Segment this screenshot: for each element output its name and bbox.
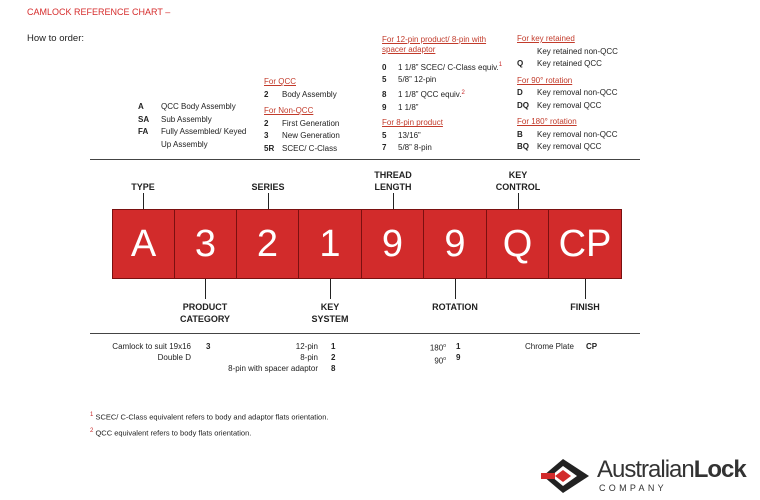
table-category-label: Camlock to suit 19x16 Double D	[112, 342, 191, 362]
series-non-qcc-header: For Non-QCC	[264, 106, 314, 115]
label-key-system: KEY SYSTEM	[311, 302, 349, 324]
code-box-category: 3	[174, 209, 237, 279]
code-box-finish: CP	[548, 209, 622, 279]
table-finish-label: Chrome Plate	[525, 342, 574, 351]
table-key-system-values	[331, 341, 335, 374]
logo-arrow-icon	[541, 457, 591, 495]
label-rotation: ROTATION	[432, 302, 478, 312]
connector-key-control	[518, 193, 519, 209]
key-options	[517, 33, 618, 154]
thread-option: 5 5/8” 12-pin	[382, 75, 437, 85]
thread-12pin-header: For 12-pin product/ 8-pin with spacer adaptor	[382, 35, 487, 54]
table-key-system-value: 2	[331, 353, 336, 362]
label-key-control: KEY CONTROL	[495, 170, 541, 192]
table-rotation-label: 180$^o$	[429, 343, 446, 353]
logo-wordmark: AustralianLock	[597, 456, 746, 483]
series-option: 3 New Generation	[264, 131, 340, 140]
thread-option: 8 1 1/8” QCC equiv.$^2$	[382, 89, 465, 100]
key-option: Q Key retained QCC	[517, 59, 602, 68]
type-option: A QCC Body Assembly	[138, 102, 236, 111]
code-box-key-system: 1	[298, 209, 362, 279]
table-category-value: 3	[206, 342, 211, 351]
top-divider	[90, 159, 640, 160]
footnote-1: $^1$ SCEC/ C-Class equivalent refers to body and adaptor flats orientation.	[90, 412, 329, 422]
table-key-system-value: 1	[331, 342, 336, 351]
key-option: D Key removal non-QCC	[517, 88, 618, 97]
label-product-category: PRODUCT CATEGORY	[179, 302, 230, 324]
table-rotation-value: 9	[456, 353, 461, 362]
code-box-rotation: 9	[423, 209, 487, 279]
key-option: DQ Key removal QCC	[517, 100, 602, 110]
table-key-system-label: 12-pin	[295, 342, 318, 351]
page-title: CAMLOCK REFERENCE CHART –	[27, 7, 171, 17]
type-option: FA Fully Assembled/ Keyed	[138, 127, 247, 136]
code-box-series: 2	[236, 209, 299, 279]
thread-option: 9 1 1/8”	[382, 102, 419, 112]
key-option: B Key removal non-QCC	[517, 129, 618, 139]
footnote-2: $^2$ QCC equivalent refers to body flats orientation.	[90, 428, 252, 438]
code-box-key-control: Q	[486, 209, 549, 279]
thread-8pin-header: For 8-pin product	[382, 118, 443, 128]
table-key-system-label: 8-pin	[300, 353, 318, 362]
thread-option: 0 1 1/8” SCEC/ C-Class equiv.$^1$	[382, 62, 503, 72]
thread-options	[382, 35, 502, 155]
thread-option: 5 13/16”	[382, 130, 421, 140]
series-options	[264, 76, 340, 155]
connector-rotation	[455, 279, 456, 299]
table-rotation-value: 1	[456, 342, 461, 351]
label-type: TYPE	[131, 182, 155, 192]
connector-key-system	[330, 279, 331, 299]
label-series: SERIES	[251, 182, 285, 192]
series-option: 2 First Generation	[264, 118, 340, 128]
connector-finish	[585, 279, 586, 299]
label-finish: FINISH	[570, 302, 600, 312]
connector-thread	[393, 193, 394, 209]
table-rotation-labels	[420, 341, 446, 366]
series-qcc-header: For QCC	[264, 77, 296, 86]
logo-tagline: COMPANY	[599, 483, 667, 493]
key-retained-header: For key retained	[517, 34, 575, 43]
code-box-thread: 9	[361, 209, 424, 279]
company-logo	[541, 457, 756, 497]
key-option: BQ Key removal QCC	[517, 142, 602, 151]
series-option: 2 Body Assembly	[264, 89, 337, 99]
type-option: SA Sub Assembly	[138, 114, 212, 124]
type-options	[138, 101, 246, 151]
series-option: 5R SCEC/ C-Class	[264, 143, 338, 153]
table-key-system-labels	[220, 341, 318, 374]
table-rotation-values	[456, 341, 460, 363]
key-rot90-header: For 90° rotation	[517, 75, 573, 85]
thread-option: 7 5/8” 8-pin	[382, 143, 432, 153]
code-box-type: A	[112, 209, 175, 279]
table-finish-value: CP	[586, 342, 598, 351]
table-rotation-label: 90$^o$	[434, 355, 446, 366]
connector-type	[143, 193, 144, 209]
how-to-order-label: How to order:	[27, 33, 85, 44]
connector-category	[205, 279, 206, 299]
bottom-divider	[90, 333, 640, 334]
key-rot180-header: For 180° rotation	[517, 117, 577, 126]
connector-series	[268, 193, 269, 209]
label-thread-length: THREAD LENGTH	[374, 170, 412, 192]
key-option: Key retained non-QCC	[537, 46, 618, 56]
table-key-system-value: 8	[331, 364, 336, 373]
table-key-system-label: 8-pin with spacer adaptor	[228, 364, 318, 373]
type-option: Up Assembly	[161, 139, 208, 149]
